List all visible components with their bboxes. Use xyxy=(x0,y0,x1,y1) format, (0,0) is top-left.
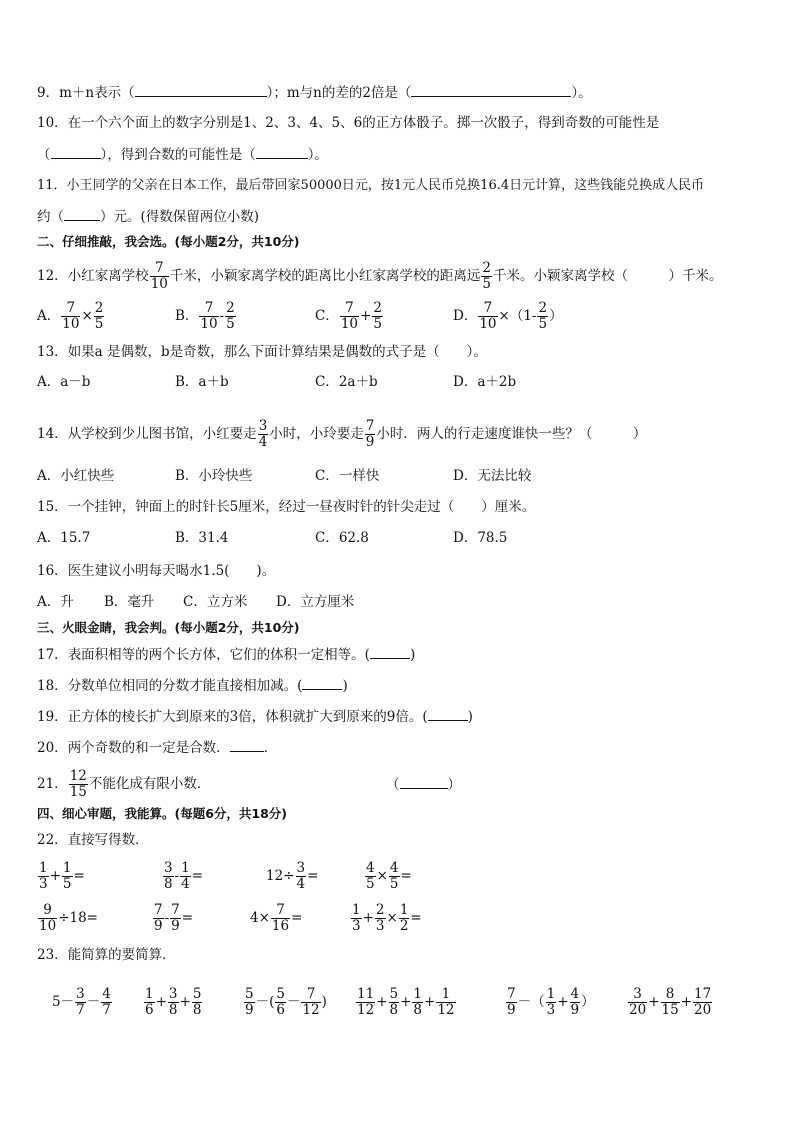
calc-item xyxy=(364,862,412,891)
option-a[interactable]: A．15.7 xyxy=(37,530,91,546)
question-text: 小时．两人的行走速度谁快一些？（ ） xyxy=(376,426,647,442)
operator: ) xyxy=(321,994,327,1010)
operator: = xyxy=(307,868,319,884)
option-d[interactable]: D．78.5 xyxy=(453,530,508,546)
option-d[interactable]: D．a＋2b xyxy=(453,374,517,390)
denominator: 8 xyxy=(192,1001,202,1018)
numerator: 3 xyxy=(258,418,268,434)
fraction xyxy=(389,862,400,891)
math-text: 5－ xyxy=(52,994,75,1010)
numerator: 1 xyxy=(39,860,48,876)
numerator: 11 xyxy=(357,986,375,1002)
question-text: 医生建议小明每天喝水1.5( )。 xyxy=(67,563,276,579)
question-text: 小红家离学校 xyxy=(67,268,149,284)
operator: ×（1- xyxy=(498,308,537,324)
denominator: 15 xyxy=(69,783,87,800)
fraction xyxy=(163,862,174,891)
fraction xyxy=(372,302,383,331)
fraction xyxy=(365,420,376,449)
operator: - xyxy=(164,910,170,926)
question-text: ． xyxy=(263,740,278,756)
operator: - xyxy=(219,308,225,324)
answer-blank[interactable] xyxy=(400,774,448,789)
fraction xyxy=(150,262,169,291)
fraction xyxy=(365,862,376,891)
operator: + xyxy=(680,994,692,1010)
question-text: ) xyxy=(342,678,348,694)
option-label: A． xyxy=(37,308,61,324)
operator: － xyxy=(286,994,301,1010)
fraction xyxy=(170,904,181,933)
denominator: 16 xyxy=(271,917,290,934)
numerator: 3 xyxy=(633,986,642,1002)
numerator: 2 xyxy=(375,902,385,918)
numerator: 7 xyxy=(276,902,285,918)
denominator: 9 xyxy=(507,1001,516,1018)
numerator: 3 xyxy=(164,860,173,876)
numerator: 5 xyxy=(276,986,285,1002)
answer-blank[interactable] xyxy=(428,706,468,721)
denominator: 5 xyxy=(389,875,399,892)
denominator: 12 xyxy=(302,1001,320,1018)
fraction xyxy=(661,988,680,1017)
fraction xyxy=(570,988,581,1017)
numerator: 7 xyxy=(365,418,375,434)
math-text: 4× xyxy=(250,910,270,926)
question-text: 能简算的要简算． xyxy=(67,947,176,963)
answer-blank[interactable] xyxy=(230,737,264,752)
option-a[interactable]: A．a－b xyxy=(37,374,91,390)
numerator: 12 xyxy=(69,768,87,784)
fraction xyxy=(199,302,218,331)
question-11-line2 xyxy=(37,206,259,227)
question-text: 两个奇数的和一定是合数． xyxy=(67,740,230,756)
question-text: ) xyxy=(467,709,473,725)
expression-item xyxy=(243,988,327,1017)
numerator: 4 xyxy=(389,860,399,876)
operator: = xyxy=(181,910,194,926)
option-label: C． xyxy=(315,308,339,324)
fraction xyxy=(351,904,362,933)
fraction xyxy=(275,988,286,1017)
calc-item xyxy=(37,862,85,891)
fraction xyxy=(144,988,155,1017)
fraction xyxy=(375,904,386,933)
calc-item xyxy=(37,904,98,933)
operator: ÷18= xyxy=(58,910,98,926)
numerator: 4 xyxy=(366,860,375,876)
fraction xyxy=(38,862,49,891)
question-17 xyxy=(37,644,415,665)
fraction xyxy=(75,988,86,1017)
fraction xyxy=(412,988,423,1017)
denominator: 3 xyxy=(546,1001,556,1018)
option-c[interactable]: C．62.8 xyxy=(315,530,369,546)
option-d[interactable]: D．无法比较 xyxy=(453,468,532,484)
answer-blank[interactable] xyxy=(256,144,308,159)
denominator: 8 xyxy=(168,1001,178,1018)
operator: + xyxy=(49,868,61,884)
fraction xyxy=(61,302,80,331)
question-text: 直接写得数． xyxy=(67,832,149,848)
denominator: 10 xyxy=(340,315,359,332)
expression-item xyxy=(355,988,457,1017)
denominator: 7 xyxy=(102,1001,111,1018)
numerator: 2 xyxy=(482,260,491,276)
numerator: 4 xyxy=(102,986,111,1002)
denominator: 10 xyxy=(479,315,497,332)
numerator: 5 xyxy=(192,986,202,1002)
operator: ） xyxy=(549,308,563,324)
numerator: 3 xyxy=(296,860,306,876)
denominator: 5 xyxy=(538,315,548,332)
denominator: 9 xyxy=(171,917,180,934)
operator: + xyxy=(179,994,191,1010)
question-number: 15． xyxy=(37,499,68,515)
denominator: 10 xyxy=(150,275,168,292)
question-number: 14． xyxy=(37,426,68,442)
numerator: 1 xyxy=(441,986,451,1002)
fraction xyxy=(69,770,88,799)
numerator: 1 xyxy=(352,902,361,918)
denominator: 5 xyxy=(226,315,235,332)
question-20 xyxy=(37,737,277,758)
fraction xyxy=(94,302,105,331)
question-text: 表面积相等的两个长方体，它们的体积一定相等。( xyxy=(67,647,370,663)
question-number: 20． xyxy=(37,740,68,756)
operator: + xyxy=(155,994,167,1010)
numerator: 7 xyxy=(483,300,493,316)
numerator: 1 xyxy=(181,860,190,876)
question-text: 分数单位相同的分数才能直接相加减。( xyxy=(67,678,303,694)
fraction xyxy=(296,862,307,891)
operator: + xyxy=(362,910,374,926)
question-text: ）。 xyxy=(571,85,592,101)
option-a[interactable] xyxy=(37,302,105,331)
option-a[interactable]: A．小红快些 xyxy=(37,468,115,484)
question-18 xyxy=(37,675,348,696)
expression-item xyxy=(143,988,203,1017)
numerator: 7 xyxy=(345,300,354,316)
option-b[interactable]: B．31.4 xyxy=(175,530,229,546)
fraction xyxy=(389,988,400,1017)
numerator: 7 xyxy=(171,902,180,918)
question-19 xyxy=(37,706,473,727)
question-22 xyxy=(37,830,149,850)
question-21-answer xyxy=(386,774,461,795)
question-number: 17． xyxy=(37,647,68,663)
denominator: 10 xyxy=(200,315,218,332)
numerator: 1 xyxy=(546,986,556,1002)
expression-item xyxy=(52,988,113,1017)
denominator: 9 xyxy=(154,917,163,934)
fraction xyxy=(62,862,73,891)
question-number: 22． xyxy=(37,832,68,848)
question-23 xyxy=(37,945,176,965)
calc-item xyxy=(162,862,203,891)
question-10-line2 xyxy=(37,144,328,165)
denominator: 10 xyxy=(39,917,57,934)
operator: = xyxy=(400,868,412,884)
section-3-heading: 三、火眼金睛，我会判。(每小题2分，共10分) xyxy=(37,620,300,635)
denominator: 20 xyxy=(629,1001,647,1018)
operator: + xyxy=(376,994,388,1010)
question-text: 不能化成有限小数． xyxy=(88,776,211,792)
fraction xyxy=(537,302,548,331)
question-text: 小时，小玲要走 xyxy=(269,426,364,442)
question-21 xyxy=(37,770,210,799)
calc-item xyxy=(152,904,193,933)
option-b[interactable]: B．a＋b xyxy=(175,374,229,390)
denominator: 20 xyxy=(694,1001,712,1018)
numerator: 7 xyxy=(204,300,214,316)
operator: = xyxy=(291,910,303,926)
fraction xyxy=(244,988,255,1017)
fraction xyxy=(436,988,455,1017)
question-number: 9． xyxy=(37,85,60,101)
answer-blank[interactable] xyxy=(64,206,100,221)
question-text: ）。 xyxy=(307,147,328,163)
question-14 xyxy=(37,420,646,449)
question-text: m＋n表示（ xyxy=(59,85,135,101)
denominator: 8 xyxy=(413,1001,422,1018)
question-text: 从学校到少儿图书馆，小红要走 xyxy=(67,426,257,442)
fraction xyxy=(38,904,57,933)
question-number: 16． xyxy=(37,563,68,579)
numerator: 7 xyxy=(507,986,516,1002)
fraction xyxy=(693,988,712,1017)
operator: = xyxy=(191,868,204,884)
fraction xyxy=(192,988,203,1017)
fraction xyxy=(546,988,557,1017)
question-text: ）；m与n的差的2倍是（ xyxy=(266,85,412,101)
operator: = xyxy=(410,910,422,926)
answer-blank[interactable] xyxy=(302,675,342,690)
fraction xyxy=(101,988,112,1017)
numerator: 8 xyxy=(665,986,675,1002)
question-number: 21． xyxy=(37,776,68,792)
numerator: 4 xyxy=(570,986,580,1002)
numerator: 7 xyxy=(66,300,76,316)
question-9 xyxy=(37,82,592,103)
section-4-heading: 四、细心审题，我能算。(每题6分，共18分) xyxy=(37,806,288,821)
denominator: 5 xyxy=(94,315,104,332)
denominator: 7 xyxy=(76,1001,85,1018)
option-c[interactable] xyxy=(315,302,384,331)
fraction xyxy=(399,904,410,933)
denominator: 5 xyxy=(62,875,72,892)
numerator: 3 xyxy=(168,986,178,1002)
operator: × xyxy=(376,868,388,884)
operator: + xyxy=(400,994,412,1010)
calc-item xyxy=(250,904,302,933)
denominator: 5 xyxy=(482,275,491,292)
option-d[interactable]: D．立方厘米 xyxy=(276,594,355,610)
option-label: D． xyxy=(453,308,478,324)
question-text: ），得到合数的可能性是（ xyxy=(100,147,256,163)
fraction xyxy=(258,420,269,449)
numerator: 7 xyxy=(154,260,164,276)
denominator: 6 xyxy=(145,1001,154,1018)
question-number: 19． xyxy=(37,709,68,725)
fraction xyxy=(481,262,492,291)
denominator: 4 xyxy=(258,433,268,450)
numerator: 7 xyxy=(154,902,163,918)
denominator: 8 xyxy=(389,1001,399,1018)
question-text: 一个挂钟，钟面上的时针长5厘米，经过一昼夜时针的针尖走过（ ）厘米。 xyxy=(67,499,536,515)
fraction xyxy=(506,988,517,1017)
option-c[interactable]: C．2a＋b xyxy=(315,374,378,390)
question-text: 千米，小颖家离学校的距离比小红家离学校的距离远 xyxy=(169,268,481,284)
question-text: ） xyxy=(447,777,461,793)
option-label: B． xyxy=(175,308,199,324)
option-c[interactable]: C．一样快 xyxy=(315,468,380,484)
fraction xyxy=(180,862,191,891)
fraction xyxy=(168,988,179,1017)
answer-blank[interactable] xyxy=(370,644,410,659)
fraction xyxy=(225,302,236,331)
question-text: 约（ xyxy=(37,209,64,225)
option-d[interactable] xyxy=(453,302,563,331)
calc-item xyxy=(266,862,318,891)
fraction xyxy=(340,302,359,331)
denominator: 12 xyxy=(357,1001,375,1018)
fraction xyxy=(628,988,647,1017)
operator: －( xyxy=(255,994,275,1010)
question-number: 12． xyxy=(37,268,68,284)
option-a[interactable]: A．升 xyxy=(37,594,74,610)
question-text: 正方体的棱长扩大到原来的3倍，体积就扩大到原来的9倍。( xyxy=(67,709,428,725)
numerator: 17 xyxy=(694,986,712,1002)
operator: = xyxy=(73,868,85,884)
question-16 xyxy=(37,561,275,581)
numerator: 3 xyxy=(76,986,85,1002)
numerator: 1 xyxy=(399,902,409,918)
denominator: 5 xyxy=(373,315,382,332)
operator: + xyxy=(557,994,569,1010)
operator: + xyxy=(360,308,372,324)
math-text: 12÷ xyxy=(266,868,295,884)
option-b[interactable] xyxy=(175,302,237,331)
question-text: 在一个六个面上的数字分别是1、2、3、4、5、6的正方体骰子。掷一次骰子，得到奇数的可能性是 xyxy=(67,115,660,131)
operator: －（ xyxy=(517,994,545,1010)
answer-blank[interactable] xyxy=(51,144,101,159)
question-number: 18． xyxy=(37,678,68,694)
denominator: 9 xyxy=(245,1001,254,1018)
numerator: 5 xyxy=(389,986,399,1002)
answer-blank[interactable] xyxy=(411,82,571,97)
operator: - xyxy=(174,868,180,884)
question-number: 13． xyxy=(37,344,68,360)
numerator: 2 xyxy=(373,300,382,316)
fraction xyxy=(271,904,290,933)
denominator: 8 xyxy=(164,875,173,892)
numerator: 1 xyxy=(62,860,72,876)
question-text: 小王同学的父亲在日本工作，最后带回家50000日元，按1元人民币兑换16.4日元计算，这些钱能兑换成人民币 xyxy=(66,178,705,193)
calc-item xyxy=(350,904,422,933)
numerator: 7 xyxy=(306,986,316,1002)
fraction xyxy=(478,302,497,331)
question-text: ) xyxy=(409,647,416,663)
denominator: 6 xyxy=(276,1001,285,1018)
numerator: 1 xyxy=(413,986,422,1002)
denominator: 3 xyxy=(375,917,385,934)
denominator: 4 xyxy=(181,875,190,892)
denominator: 9 xyxy=(570,1001,580,1018)
denominator: 15 xyxy=(661,1001,679,1018)
section-2-heading: 二、仔细推敲，我会选。(每小题2分，共10分) xyxy=(37,234,300,249)
question-text: 如果a 是偶数，b是奇数，那么下面计算结果是偶数的式子是（ ）。 xyxy=(67,344,487,360)
numerator: 5 xyxy=(245,986,254,1002)
numerator: 1 xyxy=(145,986,154,1002)
numerator: 2 xyxy=(538,300,548,316)
denominator: 9 xyxy=(365,433,375,450)
question-number: 10． xyxy=(37,115,68,131)
operator: － xyxy=(86,994,101,1010)
denominator: 12 xyxy=(437,1001,455,1018)
operator: × xyxy=(81,308,93,324)
operator: + xyxy=(648,994,660,1010)
denominator: 2 xyxy=(399,917,409,934)
question-13 xyxy=(37,342,487,362)
fraction xyxy=(301,988,320,1017)
operator: ） xyxy=(581,994,595,1010)
question-text: （ xyxy=(386,777,400,793)
option-b[interactable]: B．毫升 xyxy=(104,594,155,610)
question-number: 11． xyxy=(37,178,67,193)
option-c[interactable]: C．立方米 xyxy=(183,594,248,610)
denominator: 5 xyxy=(366,875,375,892)
operator: × xyxy=(386,910,398,926)
question-10 xyxy=(37,113,659,133)
denominator: 3 xyxy=(39,875,48,892)
answer-blank[interactable] xyxy=(135,82,267,97)
denominator: 3 xyxy=(352,917,361,934)
question-text: 千米。小颖家离学校（ ）千米。 xyxy=(492,268,723,284)
fraction xyxy=(153,904,164,933)
question-number: 23． xyxy=(37,947,68,963)
fraction xyxy=(356,988,375,1017)
numerator: 9 xyxy=(43,902,52,918)
numerator: 2 xyxy=(226,300,235,316)
question-text: （ xyxy=(37,147,51,163)
operator: + xyxy=(424,994,436,1010)
question-15 xyxy=(37,497,535,517)
option-b[interactable]: B．小玲快些 xyxy=(175,468,253,484)
denominator: 4 xyxy=(296,875,306,892)
expression-item xyxy=(505,988,595,1017)
expression-item xyxy=(627,988,713,1017)
question-text: ）元。(得数保留两位小数) xyxy=(100,209,260,225)
question-11 xyxy=(37,176,704,196)
denominator: 10 xyxy=(62,315,80,332)
numerator: 2 xyxy=(94,300,104,316)
question-12 xyxy=(37,262,722,291)
